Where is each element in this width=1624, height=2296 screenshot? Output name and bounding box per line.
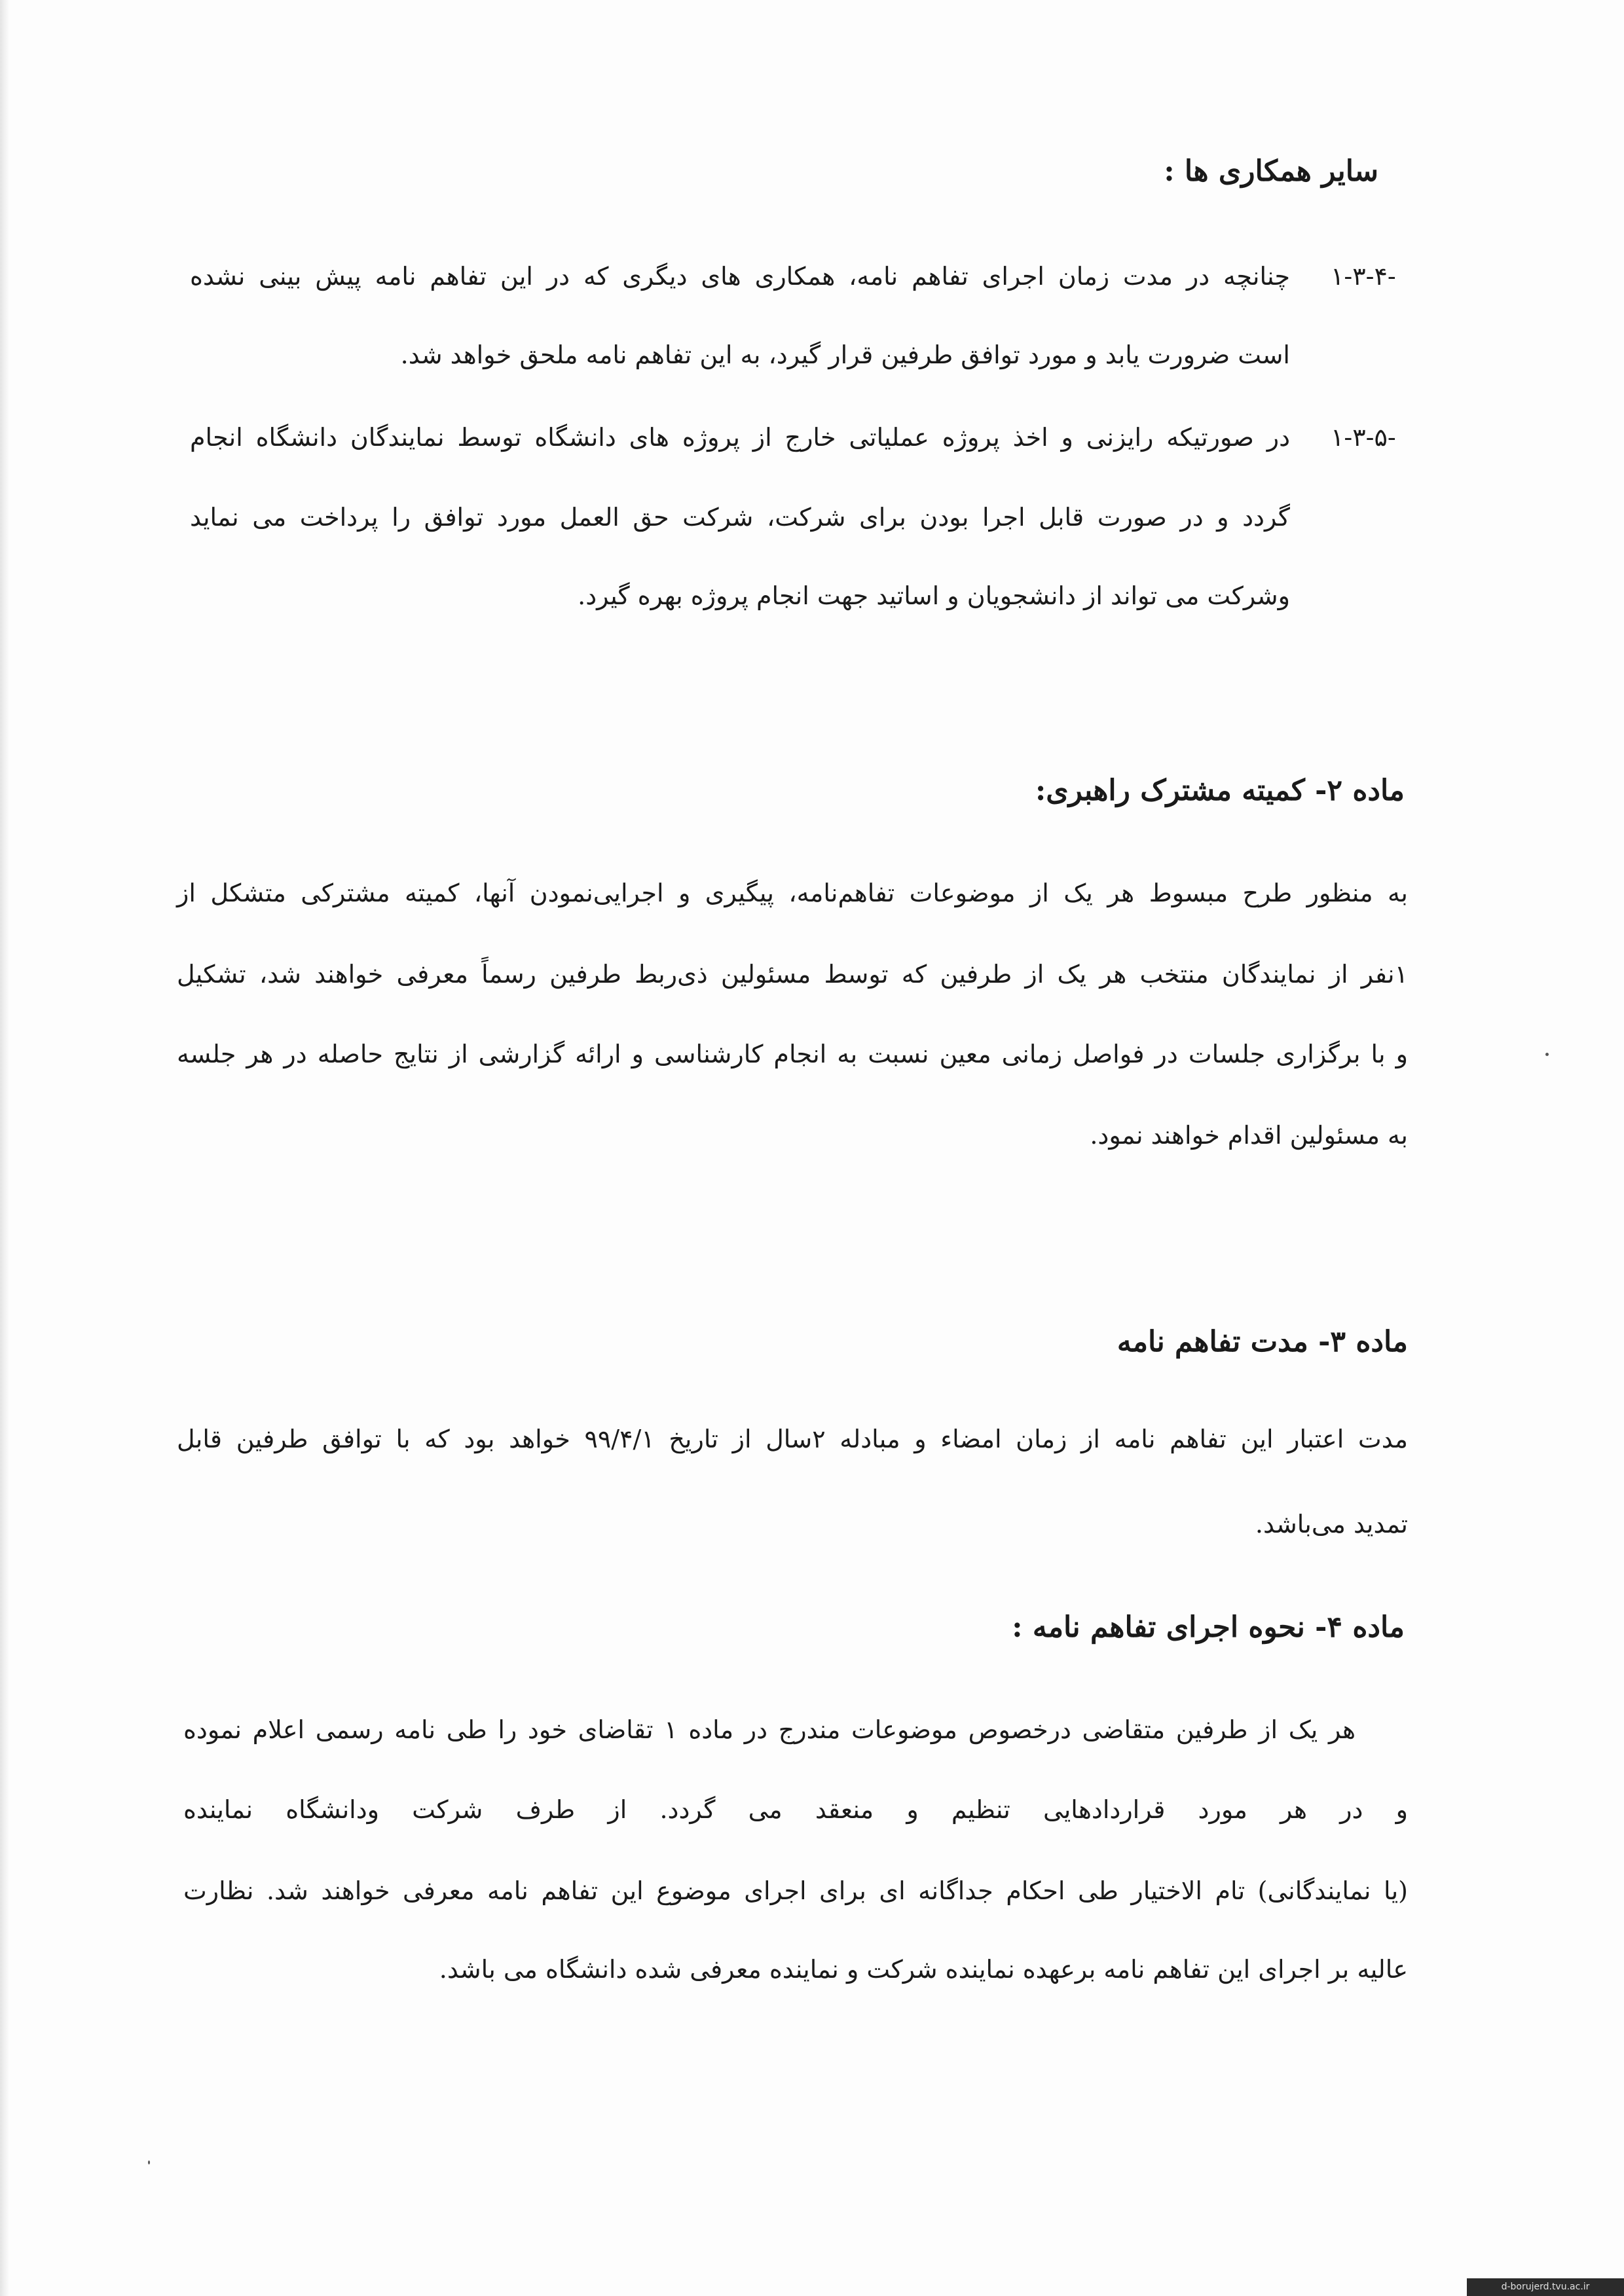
- article-2-line-3: و با برگزاری جلسات در فواصل زمانی معین نسبت به انجام کارشناسی و ارائه گزارشی از نتایج حاصله در هر جلسه: [177, 1040, 1408, 1068]
- watermark-logo: d-borujerd.tvu.ac.ir: [1467, 2278, 1624, 2296]
- article-2-line-1: به منظور طرح مبسوط هر یک از موضوعات تفاهم‌نامه، پیگیری و اجرایی‌نمودن آنها، کمیته مشترکی متشکل از: [177, 879, 1408, 907]
- item-5-line-2: گردد و در صورت قابل اجرا بودن برای شرکت، شرکت حق العمل مورد توافق را پرداخت می نماید: [190, 503, 1290, 532]
- article-4-line-3: (یا نمایندگانی) تام الاختیار طی احکام جداگانه ای برای اجرای موضوع این تفاهم نامه معرفی خواهند شد. نظارت: [183, 1876, 1408, 1905]
- item-5-line-3: وشرکت می تواند از دانشجویان و اساتید جهت انجام پروژه بهره گیرد.: [578, 581, 1290, 610]
- section-other-heading: سایر همکاری ها :: [1164, 155, 1378, 188]
- scan-speck: [148, 2160, 150, 2164]
- item-4-number: ۱-۳-۴-: [1331, 262, 1396, 291]
- article-4-line-4: عالیه بر اجرای این تفاهم نامه برعهده نماینده شرکت و نماینده معرفی شده دانشگاه می باشد.: [439, 1955, 1408, 1984]
- item-5-number: ۱-۳-۵-: [1331, 423, 1396, 452]
- article-2-heading: ماده ۲- کمیته مشترک راهبری:: [1035, 774, 1405, 807]
- item-4-line-2: است ضرورت یابد و مورد توافق طرفین قرار گیرد، به این تفاهم نامه ملحق خواهد شد.: [400, 340, 1290, 369]
- article-3-heading: ماده ۳- مدت تفاهم نامه: [1116, 1325, 1408, 1358]
- scan-edge-shadow: [0, 0, 9, 2296]
- article-4-heading: ماده ۴- نحوه اجرای تفاهم نامه :: [1012, 1611, 1405, 1644]
- article-4-line-1: هر یک از طرفین متقاضی درخصوص موضوعات مندرج در ماده ۱ تقاضای خود را طی نامه رسمی اعلام نموده: [183, 1715, 1356, 1744]
- scan-speck: [1545, 1053, 1549, 1056]
- item-5-line-1: در صورتیکه رایزنی و اخذ پروژه عملیاتی خارج از پروژه های دانشگاه توسط نمایندگان دانشگاه انجام: [190, 423, 1290, 452]
- item-4-line-1: چنانچه در مدت زمان اجرای تفاهم نامه، همکاری های دیگری که در این تفاهم نامه پیش بینی نشده: [190, 262, 1290, 291]
- article-2-line-2: ۱نفر از نمایندگان منتخب هر یک از طرفین که توسط مسئولین ذی‌ربط طرفین رسماً معرفی خواهند شد، تشکیل: [177, 960, 1408, 989]
- article-3-line-2: تمدید می‌باشد.: [1255, 1510, 1408, 1539]
- article-3-line-1: مدت اعتبار این تفاهم نامه از زمان امضاء و مبادله ۲سال از تاریخ ۹۹/۴/۱ خواهد بود که با توافق طرفین قابل: [177, 1425, 1408, 1453]
- article-2-line-4: به مسئولین اقدام خواهند نمود.: [1090, 1121, 1408, 1150]
- article-4-line-2: و در هر مورد قراردادهایی تنظیم و منعقد می گردد. از طرف شرکت ودانشگاه نماینده: [183, 1795, 1408, 1824]
